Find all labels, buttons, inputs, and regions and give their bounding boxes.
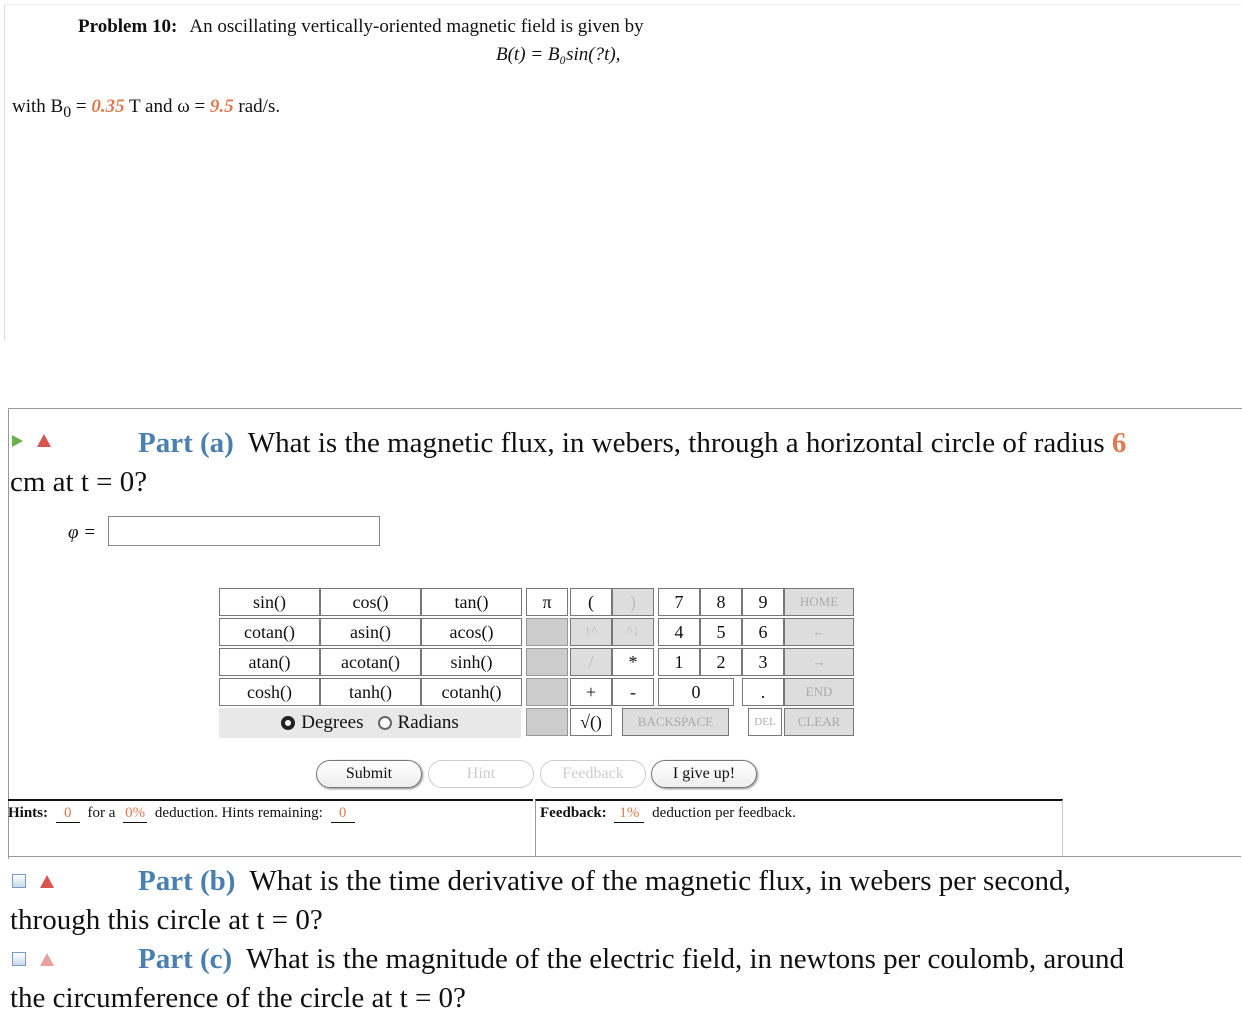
give-up-button[interactable]: I give up! bbox=[651, 760, 757, 788]
key-del[interactable]: DEL bbox=[748, 708, 782, 736]
hints-percent: 0% bbox=[125, 805, 146, 821]
key-dot[interactable]: . bbox=[742, 678, 784, 706]
warning-icon bbox=[40, 875, 54, 888]
key-blank-4 bbox=[526, 708, 568, 736]
key-7[interactable]: 7 bbox=[658, 588, 700, 616]
key-star[interactable]: * bbox=[612, 648, 654, 676]
key-clear[interactable]: CLEAR bbox=[784, 708, 854, 736]
key-3[interactable]: 3 bbox=[742, 648, 784, 676]
key-left[interactable]: ← bbox=[784, 618, 854, 646]
part-a-question-cont: cm at t = 0? bbox=[10, 466, 148, 498]
key-acotan[interactable]: acotan() bbox=[320, 648, 421, 676]
key-6[interactable]: 6 bbox=[742, 618, 784, 646]
key-9[interactable]: 9 bbox=[742, 588, 784, 616]
radians-label: Radians bbox=[397, 712, 459, 733]
key-close-paren[interactable]: ) bbox=[612, 588, 654, 616]
key-sqrt[interactable]: √() bbox=[570, 708, 612, 736]
key-0[interactable]: 0 bbox=[658, 678, 734, 706]
part-a-label: Part (a) bbox=[138, 427, 234, 459]
key-blank-1 bbox=[526, 618, 568, 646]
problem-label: Problem 10: bbox=[78, 16, 178, 37]
submit-button[interactable]: Submit bbox=[316, 760, 422, 788]
key-open-paren[interactable]: ( bbox=[570, 588, 612, 616]
part-b-question-cont: through this circle at t = 0? bbox=[10, 904, 323, 936]
warning-icon bbox=[40, 953, 54, 966]
feedback-button[interactable]: Feedback bbox=[540, 760, 646, 788]
key-tanh[interactable]: tanh() bbox=[320, 678, 421, 706]
part-a-question: Part (a) What is the magnetic flux, in webers, through a horizontal circle of radius 6 bbox=[138, 427, 1127, 459]
collapsed-box-icon[interactable] bbox=[12, 874, 26, 888]
hints-count: 0 bbox=[56, 805, 80, 823]
problem-statement bbox=[78, 16, 644, 38]
part-a-status bbox=[12, 434, 51, 447]
feedback-label: Feedback: bbox=[540, 805, 607, 821]
feedback-bar: Feedback: 1% deduction per feedback. bbox=[535, 799, 1063, 857]
key-down-arrow[interactable]: ^↓ bbox=[612, 618, 654, 646]
key-pi[interactable]: π bbox=[526, 588, 568, 616]
key-blank-2 bbox=[526, 648, 568, 676]
key-slash[interactable]: / bbox=[570, 648, 612, 676]
key-blank-3 bbox=[526, 678, 568, 706]
key-cosh[interactable]: cosh() bbox=[219, 678, 320, 706]
part-c-label: Part (c) bbox=[138, 943, 233, 975]
hint-button[interactable]: Hint bbox=[428, 760, 534, 788]
key-backspace[interactable]: BACKSPACE bbox=[622, 708, 729, 736]
problem-givens: with $B_0 = 0.35$ T and ω = 9.5 rad/s. bbox=[12, 96, 281, 121]
angle-mode bbox=[219, 708, 521, 738]
problem-text: An oscillating vertically-oriented magnetic field is given by bbox=[189, 16, 644, 37]
play-icon[interactable] bbox=[12, 435, 23, 447]
key-tan[interactable]: tan() bbox=[421, 588, 522, 616]
key-cotan[interactable]: cotan() bbox=[219, 618, 320, 646]
answer-label: φ = bbox=[68, 522, 97, 543]
answer-input[interactable] bbox=[108, 516, 380, 546]
part-b-status bbox=[12, 874, 54, 888]
key-atan[interactable]: atan() bbox=[219, 648, 320, 676]
omega-value: 9.5 bbox=[209, 96, 234, 117]
radians-radio[interactable] bbox=[378, 716, 392, 730]
hints-remaining: 0 bbox=[331, 805, 355, 823]
hints-label: Hints: bbox=[8, 805, 49, 821]
key-cotanh[interactable]: cotanh() bbox=[421, 678, 522, 706]
part-c-question-cont: the circumference of the circle at t = 0? bbox=[10, 982, 466, 1014]
key-plus[interactable]: + bbox=[570, 678, 612, 706]
key-cos[interactable]: cos() bbox=[320, 588, 421, 616]
problem-equation: B(t) = B₀sin(?t), bbox=[496, 44, 621, 65]
part-b-question: Part (b) What is the time derivative of the magnetic flux, in webers per second, bbox=[138, 865, 1071, 897]
part-b-label: Part (b) bbox=[138, 865, 236, 897]
key-acos[interactable]: acos() bbox=[421, 618, 522, 646]
collapsed-box-icon[interactable] bbox=[12, 952, 26, 966]
key-4[interactable]: 4 bbox=[658, 618, 700, 646]
key-sinh[interactable]: sinh() bbox=[421, 648, 522, 676]
radius-value: 6 bbox=[1111, 427, 1127, 459]
key-home[interactable]: HOME bbox=[784, 588, 854, 616]
part-b-divider bbox=[8, 856, 1241, 857]
key-minus[interactable]: - bbox=[612, 678, 654, 706]
key-5[interactable]: 5 bbox=[700, 618, 742, 646]
part-c-status bbox=[12, 952, 54, 966]
warning-icon bbox=[37, 434, 51, 447]
degrees-label: Degrees bbox=[301, 712, 364, 733]
hints-bar: Hints: 0 for a 0% deduction. Hints remaining: 0 bbox=[8, 799, 533, 857]
b0-value: 0.35 bbox=[91, 96, 125, 117]
part-c-question: Part (c) What is the magnitude of the electric field, in newtons per coulomb, around bbox=[138, 943, 1124, 975]
key-up-arrow[interactable]: ↑^ bbox=[570, 618, 612, 646]
problem-container bbox=[4, 4, 1241, 341]
feedback-percent: 1% bbox=[614, 805, 644, 823]
key-asin[interactable]: asin() bbox=[320, 618, 421, 646]
key-1[interactable]: 1 bbox=[658, 648, 700, 676]
key-2[interactable]: 2 bbox=[700, 648, 742, 676]
key-sin[interactable]: sin() bbox=[219, 588, 320, 616]
key-right[interactable]: → bbox=[784, 648, 854, 676]
key-8[interactable]: 8 bbox=[700, 588, 742, 616]
key-end[interactable]: END bbox=[784, 678, 854, 706]
degrees-radio[interactable] bbox=[281, 716, 295, 730]
